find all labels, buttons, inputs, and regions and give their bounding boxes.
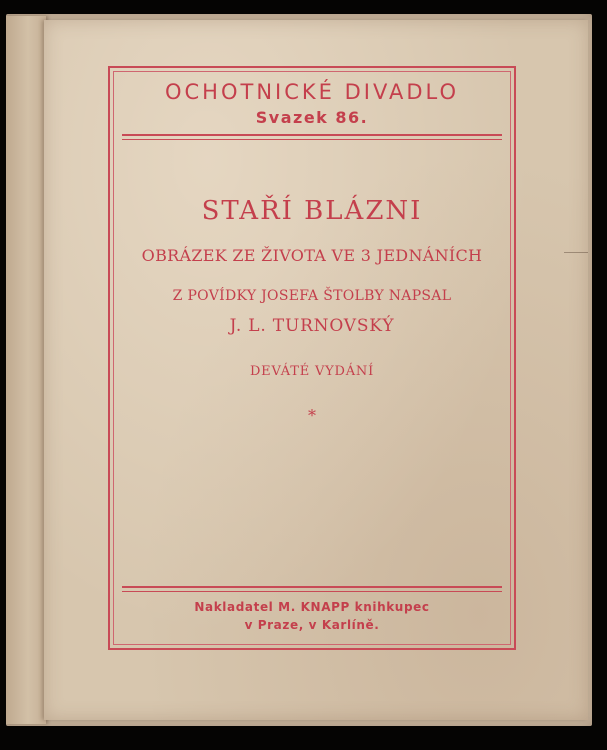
book-subtitle: OBRÁZEK ZE ŽIVOTA VE 3 JEDNÁNÍCH xyxy=(141,246,483,265)
book-title: STAŘÍ BLÁZNI xyxy=(201,196,423,226)
series-title: OCHOTNICKÉ DIVADLO xyxy=(164,80,460,104)
header-rule-bottom xyxy=(122,139,502,140)
header-rule-top xyxy=(122,134,502,136)
paper-crease xyxy=(564,252,588,253)
publisher-line: Nakladatel M. KNAPP knihkupec xyxy=(194,600,430,614)
book-cover xyxy=(44,20,588,720)
author-name: J. L. TURNOVSKÝ xyxy=(229,316,395,336)
book-spine xyxy=(6,16,46,724)
asterisk-ornament: * xyxy=(308,406,316,425)
source-credit: Z POVÍDKY JOSEFA ŠTOLBY NAPSAL xyxy=(172,288,452,304)
edition-label: DEVÁTÉ VYDÁNÍ xyxy=(249,364,375,379)
volume-number: Svazek 86. xyxy=(255,108,369,127)
cover-frame xyxy=(108,66,516,650)
publisher-address: v Praze, v Karlíně. xyxy=(244,618,380,632)
footer-rule-bottom xyxy=(122,591,502,592)
cover-frame-inner-border xyxy=(113,71,511,645)
footer-rule-top xyxy=(122,586,502,588)
